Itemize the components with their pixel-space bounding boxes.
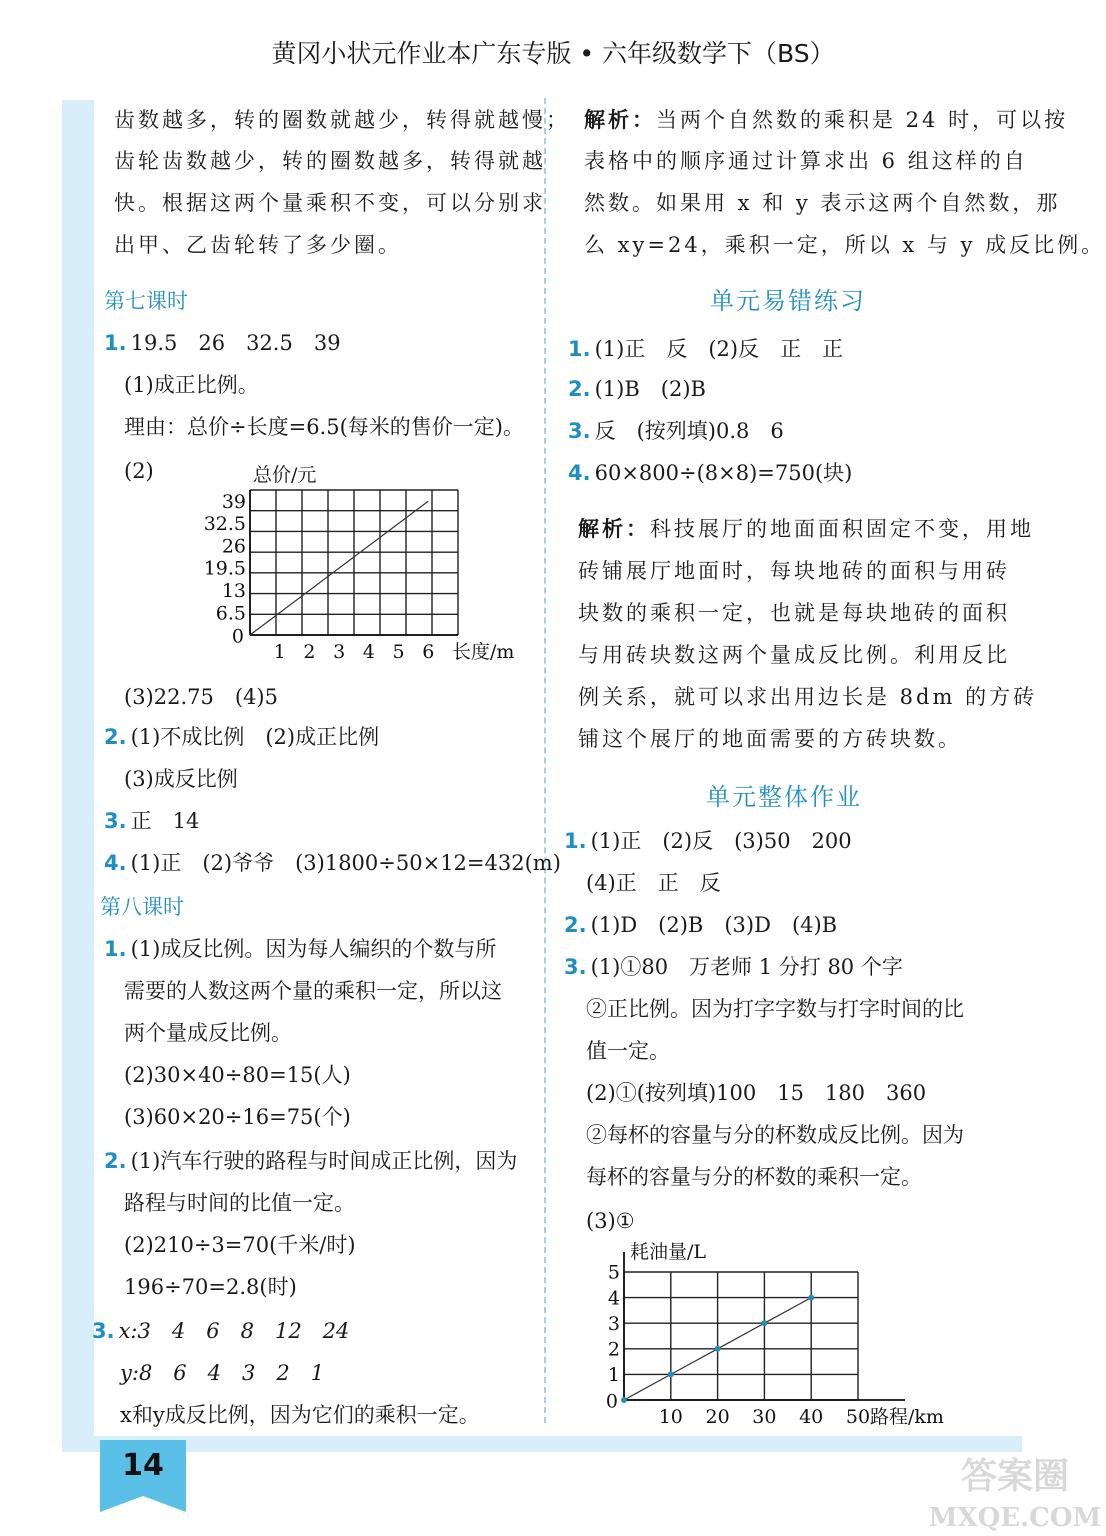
x-tick-label: 3: [333, 641, 346, 663]
y-tick-label: 32.5: [203, 513, 246, 536]
answer-text: (1)正 反 (2)反 正 正: [594, 337, 844, 361]
question-number: 2.: [104, 1149, 127, 1173]
intro-line: 出甲、乙齿轮转了多少圈。: [114, 233, 402, 257]
x-tick-label: 6: [422, 641, 435, 663]
question-number: 2.: [104, 725, 127, 749]
question-2: [564, 910, 837, 940]
answer-line: (2)30×40÷80=15(人): [124, 1063, 351, 1087]
question-number: 1.: [104, 331, 127, 355]
answer-line: 路程与时间的比值一定。: [124, 1191, 355, 1215]
analysis-line: 例关系，就可以求出用边长是 8dm 的方砖: [578, 685, 1038, 709]
answer-line: 需要的人数这两个量的乘积一定，所以这: [124, 979, 502, 1003]
chart-total-price-vs-length: [150, 455, 515, 670]
intro-line: 齿数越多，转的圈数就越少，转得就越慢；: [114, 108, 570, 132]
answer-line: ②每杯的容量与分的杯数成反比例。因为: [586, 1123, 964, 1147]
column-divider: [544, 98, 546, 1423]
question-3: [564, 952, 903, 982]
data-point: [761, 1320, 767, 1326]
analysis-line: 铺这个展厅的地面需要的方砖块数。: [578, 727, 962, 751]
question-1: [568, 334, 843, 364]
y-tick-label: 6.5: [215, 602, 246, 625]
y-tick-label: 26: [221, 535, 246, 558]
x-tick-label: 1: [273, 641, 286, 663]
analysis-line: 砖铺展厅地面时，每块地砖的面积与用砖: [578, 559, 1010, 583]
analysis-text: 当两个自然数的乘积是 24 时，可以按: [656, 108, 1069, 132]
question-4: [568, 458, 852, 488]
answer-text: (1)B (2)B: [594, 377, 706, 401]
answer-line: y:8 6 4 3 2 1: [120, 1361, 325, 1385]
answer-text: (1)正 (2)爷爷 (3)1800÷50×12=432(m): [130, 851, 561, 875]
analysis-label: 解析：: [578, 516, 650, 541]
x-tick-label: 4: [362, 641, 375, 663]
x-tick-label: 5: [392, 641, 405, 663]
y-tick-label: 39: [221, 490, 246, 513]
page-header: 黄冈小状元作业本广东专版 • 六年级数学下（BS）: [271, 39, 835, 68]
answer-text: (1)不成比例 (2)成正比例: [130, 725, 380, 749]
section-title-unit-whole: 单元整体作业: [706, 783, 862, 811]
answer-line: (2): [124, 459, 154, 483]
answer-line: 196÷70=2.8(时): [124, 1275, 297, 1299]
watermark-logo: [930, 1448, 1100, 1533]
analysis-line: 然数。如果用 x 和 y 表示这两个自然数，那: [584, 191, 1061, 215]
question-3: [104, 806, 199, 836]
answer-line: (1)成正比例。: [124, 373, 259, 397]
x-tick-label: 30: [752, 1406, 777, 1428]
answer-line: 理由：总价÷长度=6.5(每米的售价一定)。: [124, 415, 524, 439]
y-tick-label: 2: [607, 1338, 620, 1361]
answer-line: (3)成反比例: [124, 767, 238, 791]
chart-fuel-vs-distance: [600, 1232, 980, 1430]
y-tick-label: 19.5: [203, 557, 246, 580]
analysis-line: [578, 514, 1034, 544]
y-tick-label: 5: [607, 1261, 620, 1284]
y-tick-label: 13: [221, 580, 246, 603]
question-3: [92, 1316, 349, 1346]
answer-line: (2)①(按列填)100 15 180 360: [586, 1081, 927, 1105]
intro-line: 齿轮齿数越少，转的圈数越多，转得就越: [114, 149, 546, 173]
x-tick-label: 2: [303, 641, 316, 663]
section-title-lesson7: 第七课时: [104, 289, 188, 313]
analysis-line: 块数的乘积一定，也就是每块地砖的面积: [578, 601, 1010, 625]
x-tick-label: 10: [658, 1406, 683, 1428]
y-tick-label: 3: [607, 1312, 620, 1335]
analysis-line: 与用砖块数这两个量成反比例。利用反比: [578, 643, 1010, 667]
analysis-line: 么 xy=24，乘积一定，所以 x 与 y 成反比例。: [584, 233, 1106, 257]
question-number: 1.: [104, 937, 127, 961]
watermark-text: 答案圈: [960, 1455, 1070, 1497]
answer-line: 每杯的容量与分的杯数的乘积一定。: [586, 1165, 922, 1189]
right-column: [560, 0, 1106, 1440]
answer-line: (4)正 正 反: [586, 871, 721, 895]
question-number: 4.: [568, 461, 591, 485]
watermark-url: MXQE.COM: [928, 1503, 1102, 1533]
data-point: [715, 1346, 721, 1352]
question-1: [564, 826, 852, 856]
page-number: 14: [122, 1448, 164, 1483]
analysis-line: 表格中的顺序通过计算求出 6 组这样的自: [584, 149, 1028, 173]
page-number-badge: [100, 1440, 186, 1496]
question-number: 1.: [568, 337, 591, 361]
answer-line: 值一定。: [586, 1039, 670, 1063]
analysis-text: 科技展厅的地面面积固定不变，用地: [650, 517, 1034, 541]
answer-line: (3)22.75 (4)5: [124, 685, 278, 709]
answer-text: x:3 4 6 8 12 24: [118, 1319, 350, 1343]
answer-text: 反 (按列填)0.8 6: [594, 419, 784, 443]
question-3: [568, 416, 784, 446]
data-point: [808, 1295, 814, 1301]
analysis-label: 解析：: [584, 107, 656, 132]
answer-text: (1)汽车行驶的路程与时间成正比例，因为: [130, 1149, 518, 1173]
answer-line: (3)60×20÷16=75(个): [124, 1105, 351, 1129]
question-number: 1.: [564, 829, 587, 853]
answer-line: ②正比例。因为打字字数与打字时间的比: [586, 997, 964, 1021]
answer-line: 两个量成反比例。: [124, 1021, 292, 1045]
answer-text: 60×800÷(8×8)=750(块): [594, 461, 853, 485]
question-number: 3.: [568, 419, 591, 443]
question-number: 3.: [104, 809, 127, 833]
answer-line: (3)①: [586, 1209, 635, 1233]
origin-label: 0: [231, 625, 244, 648]
intro-line: 快。根据这两个量乘积不变，可以分别求: [114, 191, 546, 215]
x-tick-label: 50: [845, 1406, 871, 1428]
question-1: [104, 328, 341, 358]
question-number: 3.: [564, 955, 587, 979]
x-axis-label: 长度/m: [452, 641, 515, 663]
y-axis-label: 耗油量/L: [630, 1241, 707, 1263]
answer-line: (2)210÷3=70(千米/时): [124, 1233, 356, 1257]
question-number: 2.: [564, 913, 587, 937]
data-point: [668, 1371, 674, 1377]
answer-text: (1)正 (2)反 (3)50 200: [590, 829, 852, 853]
question-2: [568, 374, 706, 404]
question-number: 2.: [568, 377, 591, 401]
question-4: [104, 848, 561, 878]
section-title-unit-error: 单元易错练习: [710, 287, 866, 315]
y-axis-label: 总价/元: [253, 464, 317, 486]
question-number: 4.: [104, 851, 127, 875]
answer-text: (1)D (2)B (3)D (4)B: [590, 913, 838, 937]
analysis-line: [584, 105, 1068, 135]
x-tick-label: 20: [705, 1406, 730, 1428]
x-tick-label: 40: [799, 1406, 824, 1428]
question-2: [104, 1146, 517, 1176]
origin-label: 0: [605, 1390, 618, 1413]
question-number: 3.: [92, 1319, 115, 1343]
answer-text: (1)①80 万老师 1 分打 80 个字: [590, 955, 903, 979]
question-2: [104, 722, 379, 752]
answer-text: 19.5 26 32.5 39: [130, 331, 341, 355]
y-tick-label: 1: [607, 1364, 620, 1387]
left-decor-band: [62, 100, 94, 1440]
section-title-lesson8: 第八课时: [100, 895, 184, 919]
answer-line: x和y成反比例，因为它们的乘积一定。: [120, 1403, 480, 1427]
question-1: [104, 934, 496, 964]
answer-text: (1)成反比例。因为每人编织的个数与所: [130, 937, 497, 961]
y-tick-label: 4: [607, 1287, 620, 1310]
answer-text: 正 14: [130, 809, 200, 833]
x-axis-label: 路程/km: [870, 1406, 944, 1428]
data-point: [621, 1397, 627, 1403]
